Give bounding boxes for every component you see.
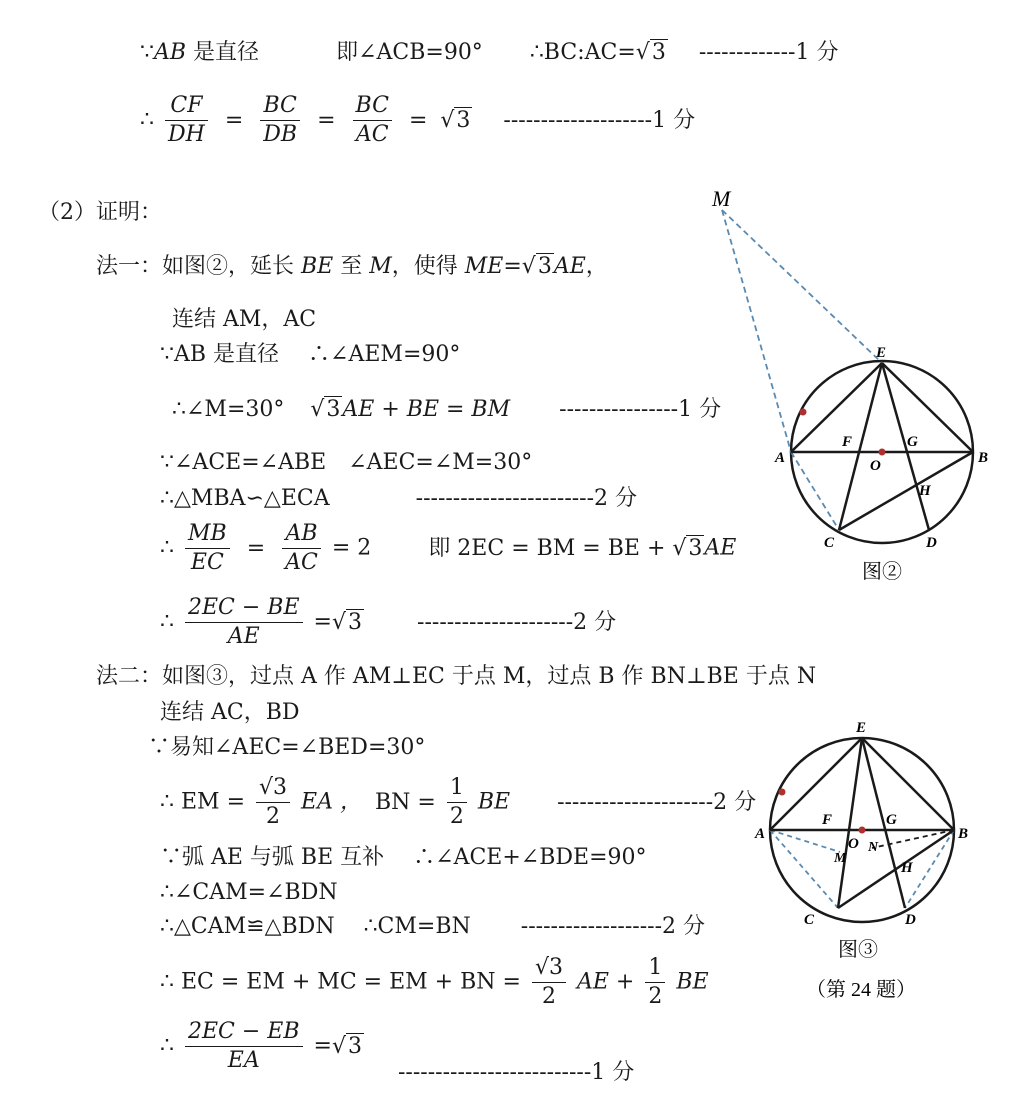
m2-line-5: ∵弧 AE 与弧 BE 互补 ∴∠ACE+∠BDE=90°	[160, 845, 647, 870]
fig3-label-D: D	[905, 912, 916, 928]
m1-line-3: ∵AB 是直径 ∴∠AEM=90°	[160, 342, 461, 367]
fig2-line-ED	[882, 363, 929, 530]
fig2-line-AE	[791, 363, 882, 452]
m1-line-2: 连结 AM，AC	[172, 307, 317, 332]
fig3-label-H: H	[901, 860, 913, 876]
fig3-arc-dot	[779, 789, 786, 796]
fig3-label-N: N	[868, 840, 879, 855]
fig3-label-E: E	[856, 720, 867, 736]
fig2-line-ME	[722, 210, 882, 363]
fig2-line-MA	[722, 210, 791, 452]
fig2-label-F: F	[842, 434, 853, 450]
fig3-subcaption: （第 24 题）	[806, 979, 916, 1001]
ratio-line: ∴ $\frac{CF}{DH}$ = $\frac{BC}{DB}$ = $\frac{BC}{AC}$ = √3 --------------------1 分	[140, 93, 696, 147]
fig3-line-EC	[838, 738, 862, 908]
given-line-1: ∵AB 是直径 即∠ACB=90° ∴BC:AC=√3 -------------1 分	[140, 40, 839, 65]
m2-line-3: ∵易知∠AEC=∠BED=30°	[148, 735, 426, 760]
fig3-label-G: G	[886, 812, 897, 828]
fig3-line-AM	[770, 830, 840, 852]
fig2-label-H: H	[919, 483, 931, 499]
fig2-center-dot	[879, 449, 886, 456]
fig2-label-O: O	[870, 458, 881, 474]
fig3-label-A: A	[755, 826, 766, 842]
fig3-label-B: B	[958, 826, 969, 842]
fig3-line-ED	[862, 738, 905, 908]
m1-line-8: ∴ $\frac{2EC - BE}{AE}$ =√3 ---------------------2 分	[160, 595, 617, 649]
fig3-center-dot	[859, 827, 866, 834]
fig2-label-C: C	[824, 535, 835, 551]
fig2-label-D: D	[926, 535, 937, 551]
m2-line-1: 法二：如图③，过点 A 作 AM⊥EC 于点 M，过点 B 作 BN⊥BE 于点 N	[96, 664, 817, 689]
fig2-label-M: M	[712, 186, 731, 211]
m2-line-9: ∴ $\frac{2EC - EB}{EA}$ =√3	[160, 1019, 363, 1073]
m2-line-6: ∴∠CAM=∠BDN	[160, 880, 338, 905]
fig2-line-AC	[791, 452, 839, 530]
fig2-label-G: G	[907, 434, 918, 450]
fig3-line-AE	[770, 738, 862, 830]
fig2-line-CB	[839, 452, 973, 530]
figure-2	[700, 180, 1020, 600]
fig2-label-E: E	[876, 345, 887, 361]
m2-line-7: ∴△CAM≌△BDN ∴CM=BN -------------------2 分	[160, 914, 706, 939]
fig2-label-A: A	[775, 450, 786, 466]
m1-line-4: ∴∠M=30° √3AE + BE = BM ----------------1 分	[172, 397, 722, 422]
fig3-line-EB	[862, 738, 954, 830]
m2-line-2: 连结 AC，BD	[160, 700, 300, 725]
proof-heading: （2）证明：	[38, 200, 162, 225]
fig2-caption: 图②	[862, 561, 902, 583]
fig3-line-AC	[770, 830, 838, 908]
fig3-caption: 图③	[838, 939, 878, 961]
fig3-label-C: C	[804, 912, 815, 928]
fig2-arc-dot	[800, 409, 807, 416]
m2-line-10: --------------------------1 分	[398, 1060, 635, 1085]
m1-line-7: ∴ $\frac{MB}{EC}$ = $\frac{AB}{AC}$ = 2 即 2EC = BM = BE + √3AE	[160, 521, 737, 575]
m1-line-6: ∴△MBA∽△ECA ------------------------2 分	[160, 486, 638, 511]
figure-3	[745, 712, 985, 1012]
fig3-label-F: F	[822, 812, 833, 828]
m2-line-4: ∴ EM = $\frac{√3}{2}$ EA ， BN = $\frac{1}{2}$ BE ---------------------2 分	[160, 775, 757, 829]
fig3-label-M: M	[834, 851, 847, 866]
m2-line-8: ∴ EC = EM + MC = EM + BN = $\frac{√3}{2}$ AE + $\frac{1}{2}$ BE	[160, 955, 709, 1009]
fig2-label-B: B	[978, 450, 989, 466]
fig3-label-O: O	[848, 836, 859, 852]
m1-line-1: 法一：如图②，延长 BE 至 M，使得 ME=√3AE，	[96, 254, 608, 279]
m1-line-5: ∵∠ACE=∠ABE ∠AEC=∠M=30°	[160, 450, 533, 475]
